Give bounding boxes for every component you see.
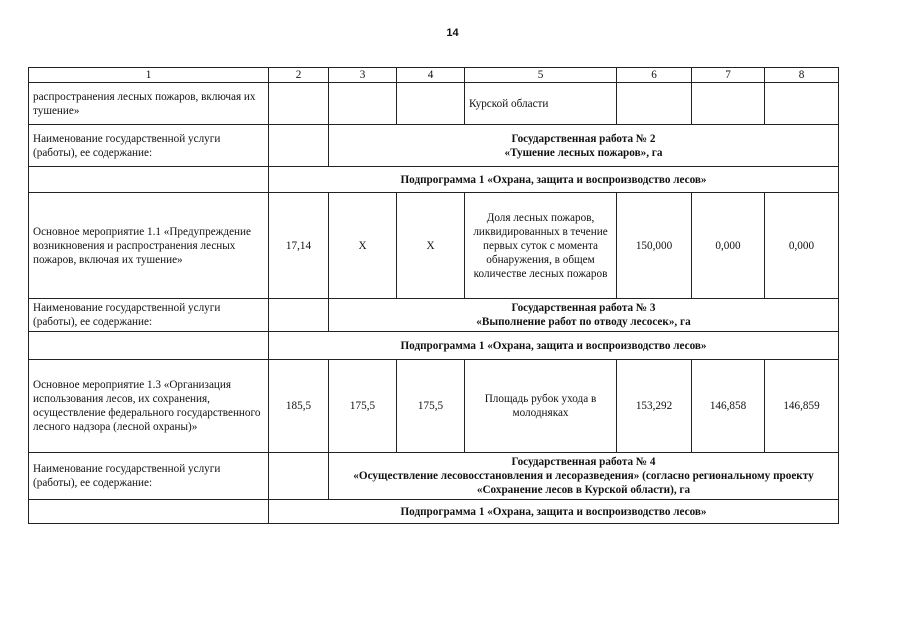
measure-1-1-col4: Х xyxy=(397,193,465,299)
col-header-3: 3 xyxy=(329,68,397,83)
work2-row xyxy=(29,125,839,167)
cell-empty xyxy=(29,167,269,193)
cell-empty xyxy=(617,83,692,125)
work3-title-line1: Государственная работа № 3 xyxy=(511,302,656,314)
cell-empty xyxy=(692,83,765,125)
measure-1-3-col7: 146,858 xyxy=(692,360,765,453)
measure-1-1-col2: 17,14 xyxy=(269,193,329,299)
work2-title-line2: «Тушение лесных пожаров», га xyxy=(504,146,663,159)
cell-empty xyxy=(329,83,397,125)
cell-empty xyxy=(269,125,329,167)
col-header-6: 6 xyxy=(617,68,692,83)
cell-empty xyxy=(397,83,465,125)
work4-title-line1: Государственная работа № 4 xyxy=(511,456,656,468)
header-row xyxy=(29,68,839,83)
work2-title xyxy=(329,125,839,167)
work2-label: Наименование государственной услуги (работы), ее содержание: xyxy=(29,125,269,167)
measure-1-3-indicator: Площадь рубок ухода в молодняках xyxy=(465,360,617,453)
continuation-row xyxy=(29,83,839,125)
cell-empty xyxy=(29,332,269,360)
continuation-measure-text: распространения лесных пожаров, включая их тушение» xyxy=(29,83,269,125)
measure-1-3-text: Основное мероприятие 1.3 «Организация использования лесов, их сохранения, осуществление федерального государственного лесного надзора (лесной охраны)» xyxy=(29,360,269,453)
measure-1-3-col6: 153,292 xyxy=(617,360,692,453)
work3-label: Наименование государственной услуги (работы), ее содержание: xyxy=(29,299,269,332)
work3-title xyxy=(329,299,839,332)
work4-title-line2: «Осуществление лесовосстановления и лесоразведения» (согласно региональному проекту «Сохранение лесов в Курской области), га xyxy=(353,470,814,496)
subprogram-row-c xyxy=(29,500,839,524)
subprogram-row-b xyxy=(29,332,839,360)
work4-title xyxy=(329,453,839,500)
col-header-2: 2 xyxy=(269,68,329,83)
measure-1-1-indicator: Доля лесных пожаров, ликвидированных в течение первых суток с момента обнаружения, в общем количестве лесных пожаров xyxy=(465,193,617,299)
cell-empty xyxy=(29,500,269,524)
subprogram-title-b: Подпрограмма 1 «Охрана, защита и воспроизводство лесов» xyxy=(269,332,839,360)
page-number: 14 xyxy=(446,27,459,39)
continuation-indicator-text: Курской области xyxy=(465,83,617,125)
col-header-7: 7 xyxy=(692,68,765,83)
subprogram-title-a: Подпрограмма 1 «Охрана, защита и воспроизводство лесов» xyxy=(269,167,839,193)
cell-empty xyxy=(269,83,329,125)
col-header-5: 5 xyxy=(465,68,617,83)
work4-label: Наименование государственной услуги (работы), ее содержание: xyxy=(29,453,269,500)
col-header-4: 4 xyxy=(397,68,465,83)
measure-1-3-col3: 175,5 xyxy=(329,360,397,453)
work4-row xyxy=(29,453,839,500)
work2-title-line1: Государственная работа № 2 xyxy=(511,132,656,145)
measure-1-1-col8: 0,000 xyxy=(765,193,839,299)
report-table xyxy=(28,67,839,524)
col-header-8: 8 xyxy=(765,68,839,83)
measure-1-3-col2: 185,5 xyxy=(269,360,329,453)
subprogram-row-a xyxy=(29,167,839,193)
measure-1-3-row xyxy=(29,360,839,453)
col-header-1: 1 xyxy=(29,68,269,83)
work3-title-line2: «Выполнение работ по отводу лесосек», га xyxy=(476,316,691,328)
measure-1-1-text: Основное мероприятие 1.1 «Предупреждение возникновения и распространения лесных пожаров, включая их тушение» xyxy=(29,193,269,299)
cell-empty xyxy=(269,299,329,332)
measure-1-1-col7: 0,000 xyxy=(692,193,765,299)
measure-1-3-col4: 175,5 xyxy=(397,360,465,453)
measure-1-1-row xyxy=(29,193,839,299)
cell-empty xyxy=(269,453,329,500)
measure-1-1-col3: Х xyxy=(329,193,397,299)
measure-1-1-col6: 150,000 xyxy=(617,193,692,299)
subprogram-title-c: Подпрограмма 1 «Охрана, защита и воспроизводство лесов» xyxy=(269,500,839,524)
measure-1-3-col8: 146,859 xyxy=(765,360,839,453)
cell-empty xyxy=(765,83,839,125)
work3-row xyxy=(29,299,839,332)
